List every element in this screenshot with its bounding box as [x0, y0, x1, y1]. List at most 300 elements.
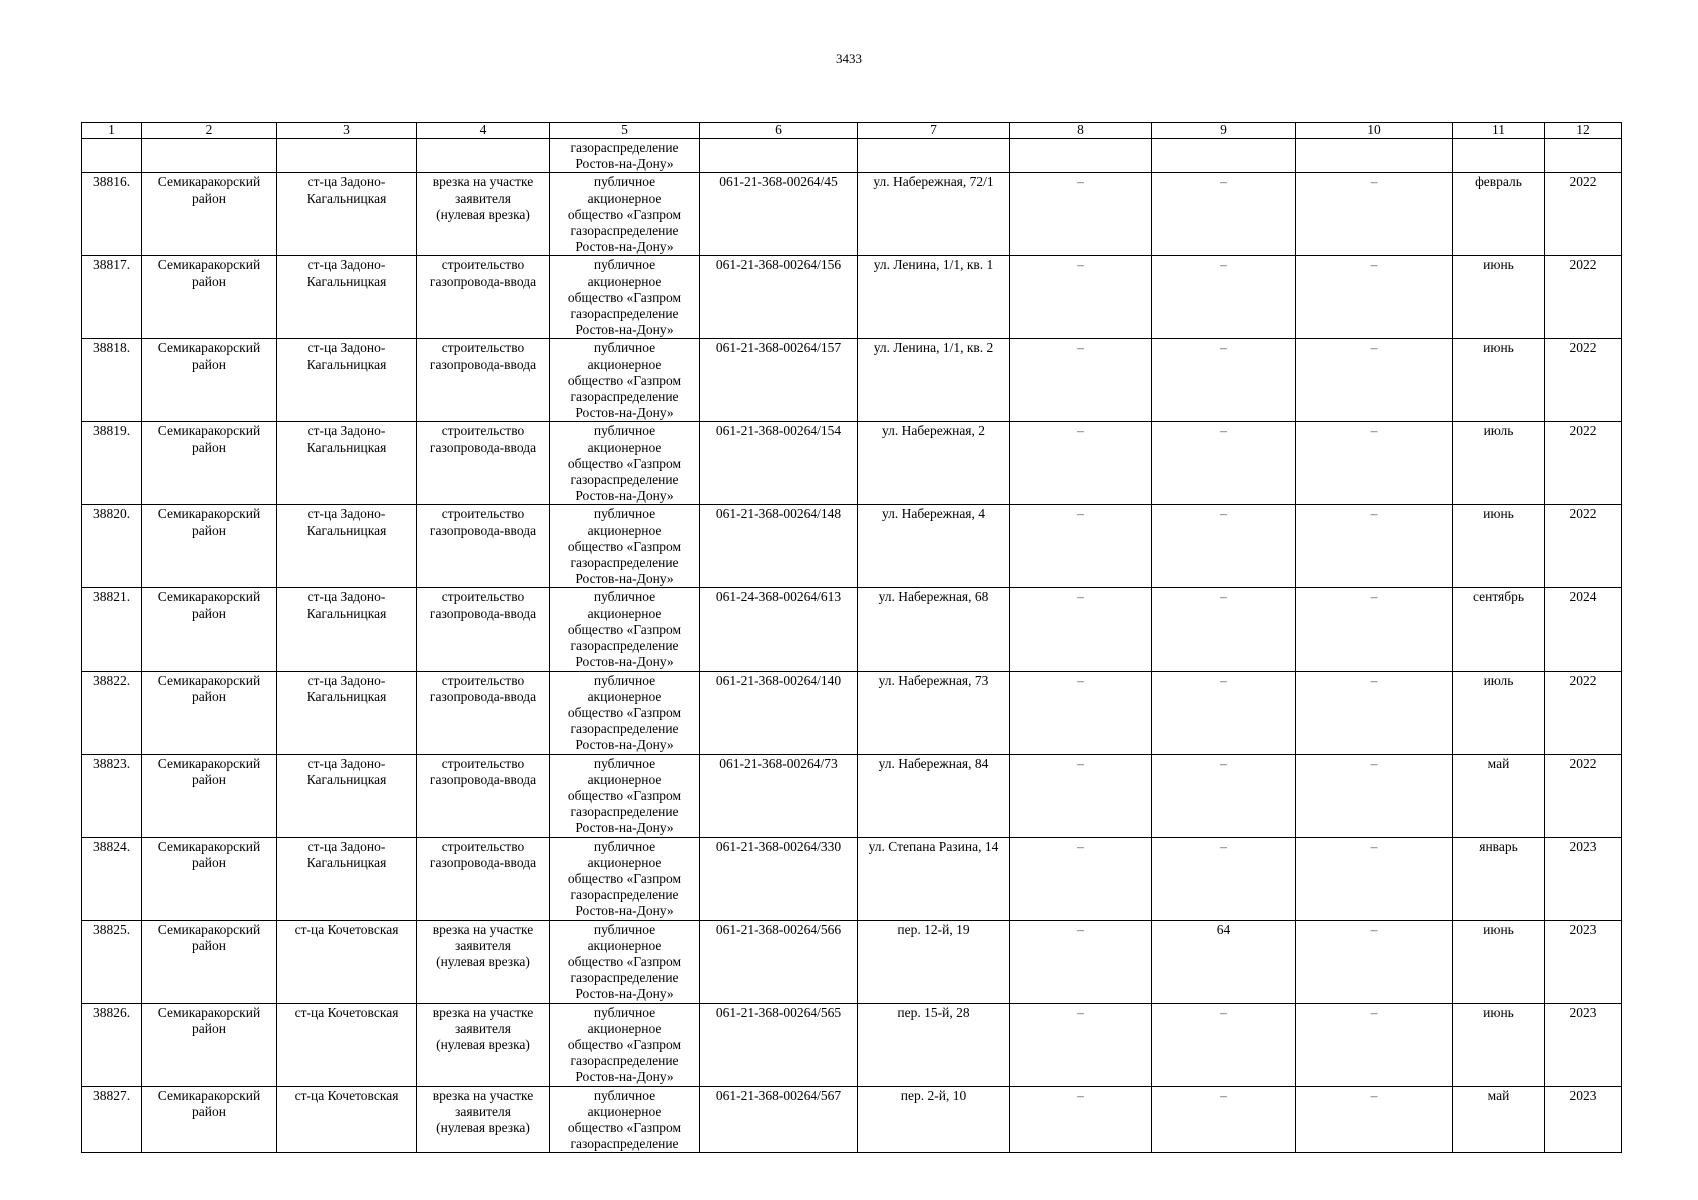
table-cell [82, 139, 142, 173]
month-cell: май [1453, 1086, 1545, 1153]
cell-line: ст-ца Задоно- [307, 838, 386, 854]
cell-line: газораспределение [570, 555, 679, 571]
year-cell: 2022 [1545, 339, 1622, 422]
cell-line: газораспределение [570, 389, 679, 405]
cell-line: акционерное [587, 439, 662, 455]
cell-line: ст-ца Задоно- [307, 174, 386, 190]
cell-line: газопровода-ввода [429, 854, 537, 870]
org-cell [550, 1003, 700, 1086]
column-header: 1 [82, 123, 142, 139]
year-cell: 2023 [1545, 1003, 1622, 1086]
col9-cell: – [1152, 1086, 1296, 1153]
col8-cell: – [1010, 1086, 1152, 1153]
month-cell: июль [1453, 422, 1545, 505]
table-row [82, 173, 1622, 256]
code-cell: 061-21-368-00264/566 [700, 920, 858, 1003]
locality-cell [277, 339, 417, 422]
cell-line: акционерное [587, 1103, 662, 1119]
org-cell [550, 920, 700, 1003]
work-type-cell [417, 1086, 550, 1153]
district-cell [142, 422, 277, 505]
cell-line: Семикаракорский [157, 672, 261, 688]
cell-line: газораспределение [570, 223, 679, 239]
cell-line: газопровода-ввода [429, 522, 537, 538]
org-cell [550, 1086, 700, 1153]
table-cell [277, 139, 417, 173]
cell-line: заявителя [455, 1020, 511, 1036]
cell-line: (нулевая врезка) [436, 1119, 530, 1135]
cell-line: врезка на участке [432, 921, 534, 937]
month-cell: июнь [1453, 920, 1545, 1003]
col8-cell: – [1010, 588, 1152, 671]
org-cell [550, 671, 700, 754]
cell-line: Семикаракорский [157, 838, 261, 854]
address-cell: ул. Набережная, 73 [858, 671, 1010, 754]
locality-cell [277, 671, 417, 754]
cell-line: район [192, 1020, 226, 1036]
cell-line: Кагальницкая [306, 854, 387, 870]
col8-cell: – [1010, 256, 1152, 339]
table-row [82, 671, 1622, 754]
district-cell [142, 173, 277, 256]
cell-line: заявителя [455, 190, 511, 206]
cell-line: строительство [441, 589, 525, 605]
code-cell: 061-21-368-00264/567 [700, 1086, 858, 1153]
month-cell: июнь [1453, 339, 1545, 422]
cell-line: Ростов-на-Дону» [575, 156, 674, 172]
cell-line: Семикаракорский [157, 340, 261, 356]
locality-cell [277, 505, 417, 588]
col10-cell: – [1296, 1086, 1453, 1153]
cell-line: строительство [441, 755, 525, 771]
col10-cell: – [1296, 1003, 1453, 1086]
table-row [82, 754, 1622, 837]
address-cell: пер. 2-й, 10 [858, 1086, 1010, 1153]
cell-line: газопровода-ввода [429, 439, 537, 455]
year-cell: 2022 [1545, 422, 1622, 505]
cell-line: ст-ца Задоно- [307, 423, 386, 439]
year-cell: 2022 [1545, 754, 1622, 837]
district-cell [142, 339, 277, 422]
row-number-cell: 38816. [82, 173, 142, 256]
locality-cell [277, 1003, 417, 1086]
code-cell: 061-21-368-00264/157 [700, 339, 858, 422]
col10-cell: – [1296, 505, 1453, 588]
year-cell: 2023 [1545, 837, 1622, 920]
column-header: 2 [142, 123, 277, 139]
cell-line: публичное [593, 755, 656, 771]
col10-cell: – [1296, 588, 1453, 671]
cell-line: публичное [593, 257, 656, 273]
org-cell [550, 588, 700, 671]
cell-line: ст-ца Задоно- [307, 506, 386, 522]
org-cell [550, 754, 700, 837]
col9-cell: – [1152, 671, 1296, 754]
work-type-cell [417, 920, 550, 1003]
col10-cell: – [1296, 173, 1453, 256]
year-cell: 2023 [1545, 1086, 1622, 1153]
cell-line: общество «Газпром [567, 704, 682, 720]
cell-line: общество «Газпром [567, 289, 682, 305]
address-cell: ул. Ленина, 1/1, кв. 2 [858, 339, 1010, 422]
table-row [82, 505, 1622, 588]
table-cell [1545, 139, 1622, 173]
cell-line: газораспределение [570, 970, 679, 986]
cell-line: общество «Газпром [567, 1036, 682, 1052]
cell-line: Кагальницкая [306, 190, 387, 206]
cell-line: публичное [593, 589, 656, 605]
code-cell: 061-24-368-00264/613 [700, 588, 858, 671]
cell-line: (нулевая врезка) [436, 953, 530, 969]
cell-line: врезка на участке [432, 174, 534, 190]
cell-line: ст-ца Задоно- [307, 672, 386, 688]
locality-cell [277, 837, 417, 920]
cell-line: ст-ца Кочетовская [294, 1087, 399, 1103]
cell-line: публичное [593, 672, 656, 688]
row-number-cell: 38822. [82, 671, 142, 754]
col10-cell: – [1296, 837, 1453, 920]
address-cell: ул. Набережная, 4 [858, 505, 1010, 588]
cell-line: район [192, 1103, 226, 1119]
page-number: 3433 [836, 51, 862, 66]
cell-line: Кагальницкая [306, 439, 387, 455]
table-cell [858, 139, 1010, 173]
column-header: 10 [1296, 123, 1453, 139]
cell-line: ст-ца Задоно- [307, 755, 386, 771]
district-cell [142, 920, 277, 1003]
cell-line: Кагальницкая [306, 688, 387, 704]
cell-line: Семикаракорский [157, 257, 261, 273]
cell-line: район [192, 605, 226, 621]
cell-line: общество «Газпром [567, 1119, 682, 1135]
table-row [82, 588, 1622, 671]
col9-cell: 64 [1152, 920, 1296, 1003]
col9-cell: – [1152, 173, 1296, 256]
cell-line: Семикаракорский [157, 755, 261, 771]
cell-line: Семикаракорский [157, 506, 261, 522]
table-row [82, 422, 1622, 505]
address-cell: ул. Набережная, 68 [858, 588, 1010, 671]
cell-line: акционерное [587, 937, 662, 953]
cell-line: строительство [441, 672, 525, 688]
cell-line: Ростов-на-Дону» [575, 903, 674, 919]
cell-line: публичное [593, 1087, 656, 1103]
cell-line: строительство [441, 423, 525, 439]
table-cell [1010, 139, 1152, 173]
cell-line: Ростов-на-Дону» [575, 986, 674, 1002]
cell-line: газораспределение [570, 721, 679, 737]
cell-line: газораспределение [570, 472, 679, 488]
address-cell: пер. 15-й, 28 [858, 1003, 1010, 1086]
cell-line: газораспределение [570, 887, 679, 903]
district-cell [142, 1086, 277, 1153]
code-cell: 061-21-368-00264/140 [700, 671, 858, 754]
address-cell: ул. Набережная, 2 [858, 422, 1010, 505]
col10-cell: – [1296, 339, 1453, 422]
col9-cell: – [1152, 588, 1296, 671]
cell-line: общество «Газпром [567, 372, 682, 388]
column-header: 6 [700, 123, 858, 139]
col8-cell: – [1010, 837, 1152, 920]
cell-line: район [192, 854, 226, 870]
work-type-cell [417, 173, 550, 256]
cell-line: общество «Газпром [567, 455, 682, 471]
cell-line: заявителя [455, 937, 511, 953]
cell-line: публичное [593, 838, 656, 854]
table-row [82, 256, 1622, 339]
col9-cell: – [1152, 339, 1296, 422]
column-header: 9 [1152, 123, 1296, 139]
org-cell [550, 422, 700, 505]
cell-line: строительство [441, 506, 525, 522]
cell-line: газопровода-ввода [429, 605, 537, 621]
cell-line: газораспределение [570, 804, 679, 820]
cell-line: Семикаракорский [157, 423, 261, 439]
cell-line: Семикаракорский [157, 921, 261, 937]
col9-cell: – [1152, 837, 1296, 920]
work-type-cell [417, 754, 550, 837]
row-number-cell: 38824. [82, 837, 142, 920]
cell-line: акционерное [587, 854, 662, 870]
code-cell: 061-21-368-00264/154 [700, 422, 858, 505]
cell-line: газопровода-ввода [429, 273, 537, 289]
column-header: 8 [1010, 123, 1152, 139]
cell-line: Ростов-на-Дону» [575, 737, 674, 753]
month-cell: июль [1453, 671, 1545, 754]
row-number-cell: 38826. [82, 1003, 142, 1086]
col10-cell: – [1296, 671, 1453, 754]
cell-line: врезка на участке [432, 1004, 534, 1020]
cell-line: газопровода-ввода [429, 356, 537, 372]
locality-cell [277, 422, 417, 505]
address-cell: ул. Степана Разина, 14 [858, 837, 1010, 920]
col9-cell: – [1152, 256, 1296, 339]
month-cell: сентябрь [1453, 588, 1545, 671]
cell-line: Ростов-на-Дону» [575, 322, 674, 338]
col8-cell: – [1010, 173, 1152, 256]
district-cell [142, 1003, 277, 1086]
header-row [82, 123, 1622, 139]
cell-line: район [192, 688, 226, 704]
cell-line: Ростов-на-Дону» [575, 654, 674, 670]
col9-cell: – [1152, 422, 1296, 505]
cell-line: Ростов-на-Дону» [575, 820, 674, 836]
locality-cell [277, 588, 417, 671]
code-cell: 061-21-368-00264/156 [700, 256, 858, 339]
address-cell: ул. Ленина, 1/1, кв. 1 [858, 256, 1010, 339]
cell-line: ст-ца Задоно- [307, 589, 386, 605]
month-cell: июнь [1453, 505, 1545, 588]
row-number-cell: 38818. [82, 339, 142, 422]
col8-cell: – [1010, 1003, 1152, 1086]
cell-line: публичное [593, 423, 656, 439]
cell-line: общество «Газпром [567, 538, 682, 554]
address-cell: ул. Набережная, 84 [858, 754, 1010, 837]
continuation-row [82, 139, 1622, 173]
cell-line: газораспределение [570, 638, 679, 654]
cell-line: публичное [593, 340, 656, 356]
work-type-cell [417, 339, 550, 422]
column-header: 12 [1545, 123, 1622, 139]
cell-line: акционерное [587, 190, 662, 206]
district-cell [142, 256, 277, 339]
cell-line: врезка на участке [432, 1087, 534, 1103]
col8-cell: – [1010, 339, 1152, 422]
cell-line: Ростов-на-Дону» [575, 488, 674, 504]
locality-cell [277, 173, 417, 256]
col10-cell: – [1296, 256, 1453, 339]
cell-line: публичное [593, 921, 656, 937]
cell-line: акционерное [587, 688, 662, 704]
cell-line: ст-ца Задоно- [307, 257, 386, 273]
table-cell [700, 139, 858, 173]
locality-cell [277, 754, 417, 837]
code-cell: 061-21-368-00264/330 [700, 837, 858, 920]
table-cell [1453, 139, 1545, 173]
district-cell [142, 754, 277, 837]
row-number-cell: 38823. [82, 754, 142, 837]
cell-line: район [192, 190, 226, 206]
code-cell: 061-21-368-00264/73 [700, 754, 858, 837]
month-cell: июнь [1453, 1003, 1545, 1086]
col8-cell: – [1010, 920, 1152, 1003]
org-cell [550, 837, 700, 920]
table-cell [142, 139, 277, 173]
cell-line: Кагальницкая [306, 273, 387, 289]
cell-line: ст-ца Кочетовская [294, 1004, 399, 1020]
cell-line: акционерное [587, 771, 662, 787]
row-number-cell: 38827. [82, 1086, 142, 1153]
col9-cell: – [1152, 505, 1296, 588]
month-cell: июнь [1453, 256, 1545, 339]
cell-line: газораспределение [570, 1136, 679, 1152]
month-cell: январь [1453, 837, 1545, 920]
row-number-cell: 38820. [82, 505, 142, 588]
district-cell [142, 588, 277, 671]
column-header: 11 [1453, 123, 1545, 139]
table-cell [417, 139, 550, 173]
cell-line: публичное [593, 506, 656, 522]
work-type-cell [417, 837, 550, 920]
work-type-cell [417, 505, 550, 588]
year-cell: 2022 [1545, 505, 1622, 588]
cell-line: (нулевая врезка) [436, 206, 530, 222]
cell-line: общество «Газпром [567, 787, 682, 803]
year-cell: 2022 [1545, 671, 1622, 754]
cell-line: район [192, 771, 226, 787]
cell-line: Семикаракорский [157, 589, 261, 605]
cell-line: район [192, 356, 226, 372]
cell-line: акционерное [587, 605, 662, 621]
cell-line: Ростов-на-Дону» [575, 405, 674, 421]
row-number-cell: 38821. [82, 588, 142, 671]
org-cell [550, 139, 700, 173]
cell-line: (нулевая врезка) [436, 1036, 530, 1052]
code-cell: 061-21-368-00264/565 [700, 1003, 858, 1086]
cell-line: Кагальницкая [306, 356, 387, 372]
cell-line: район [192, 937, 226, 953]
work-type-cell [417, 671, 550, 754]
work-type-cell [417, 588, 550, 671]
cell-line: Кагальницкая [306, 771, 387, 787]
cell-line: район [192, 439, 226, 455]
row-number-cell: 38825. [82, 920, 142, 1003]
cell-line: Ростов-на-Дону» [575, 239, 674, 255]
table-row [82, 339, 1622, 422]
column-header: 3 [277, 123, 417, 139]
table-row [82, 837, 1622, 920]
org-cell [550, 505, 700, 588]
cell-line: публичное [593, 174, 656, 190]
district-cell [142, 837, 277, 920]
cell-line: общество «Газпром [567, 870, 682, 886]
cell-line: заявителя [455, 1103, 511, 1119]
cell-line: район [192, 273, 226, 289]
code-cell: 061-21-368-00264/148 [700, 505, 858, 588]
org-cell [550, 339, 700, 422]
table-cell [1152, 139, 1296, 173]
year-cell: 2024 [1545, 588, 1622, 671]
org-cell [550, 256, 700, 339]
locality-cell [277, 1086, 417, 1153]
col9-cell: – [1152, 754, 1296, 837]
cell-line: Кагальницкая [306, 605, 387, 621]
cell-line: ст-ца Задоно- [307, 340, 386, 356]
year-cell: 2022 [1545, 256, 1622, 339]
address-cell: ул. Набережная, 72/1 [858, 173, 1010, 256]
col8-cell: – [1010, 422, 1152, 505]
row-number-cell: 38819. [82, 422, 142, 505]
org-cell [550, 173, 700, 256]
cell-line: газораспределение [570, 306, 679, 322]
cell-line: публичное [593, 1004, 656, 1020]
cell-line: акционерное [587, 1020, 662, 1036]
col9-cell: – [1152, 1003, 1296, 1086]
month-cell: февраль [1453, 173, 1545, 256]
work-type-cell [417, 256, 550, 339]
cell-line: газопровода-ввода [429, 688, 537, 704]
cell-line: акционерное [587, 522, 662, 538]
col10-cell: – [1296, 754, 1453, 837]
column-header: 4 [417, 123, 550, 139]
cell-line: Семикаракорский [157, 1004, 261, 1020]
cell-line: общество «Газпром [567, 206, 682, 222]
cell-line: газораспределение [570, 140, 679, 155]
table-row [82, 920, 1622, 1003]
address-cell: пер. 12-й, 19 [858, 920, 1010, 1003]
table-cell [1296, 139, 1453, 173]
column-header: 7 [858, 123, 1010, 139]
cell-line: общество «Газпром [567, 953, 682, 969]
col8-cell: – [1010, 671, 1152, 754]
cell-line: район [192, 522, 226, 538]
cell-line: акционерное [587, 356, 662, 372]
registry-table [81, 122, 1622, 1153]
cell-line: строительство [441, 340, 525, 356]
cell-line: газораспределение [570, 1053, 679, 1069]
cell-line: Семикаракорский [157, 174, 261, 190]
cell-line: акционерное [587, 273, 662, 289]
month-cell: май [1453, 754, 1545, 837]
cell-line: Ростов-на-Дону» [575, 1069, 674, 1085]
cell-line: ст-ца Кочетовская [294, 921, 399, 937]
column-header: 5 [550, 123, 700, 139]
table-row [82, 1086, 1622, 1153]
work-type-cell [417, 422, 550, 505]
district-cell [142, 671, 277, 754]
cell-line: общество «Газпром [567, 621, 682, 637]
col8-cell: – [1010, 754, 1152, 837]
